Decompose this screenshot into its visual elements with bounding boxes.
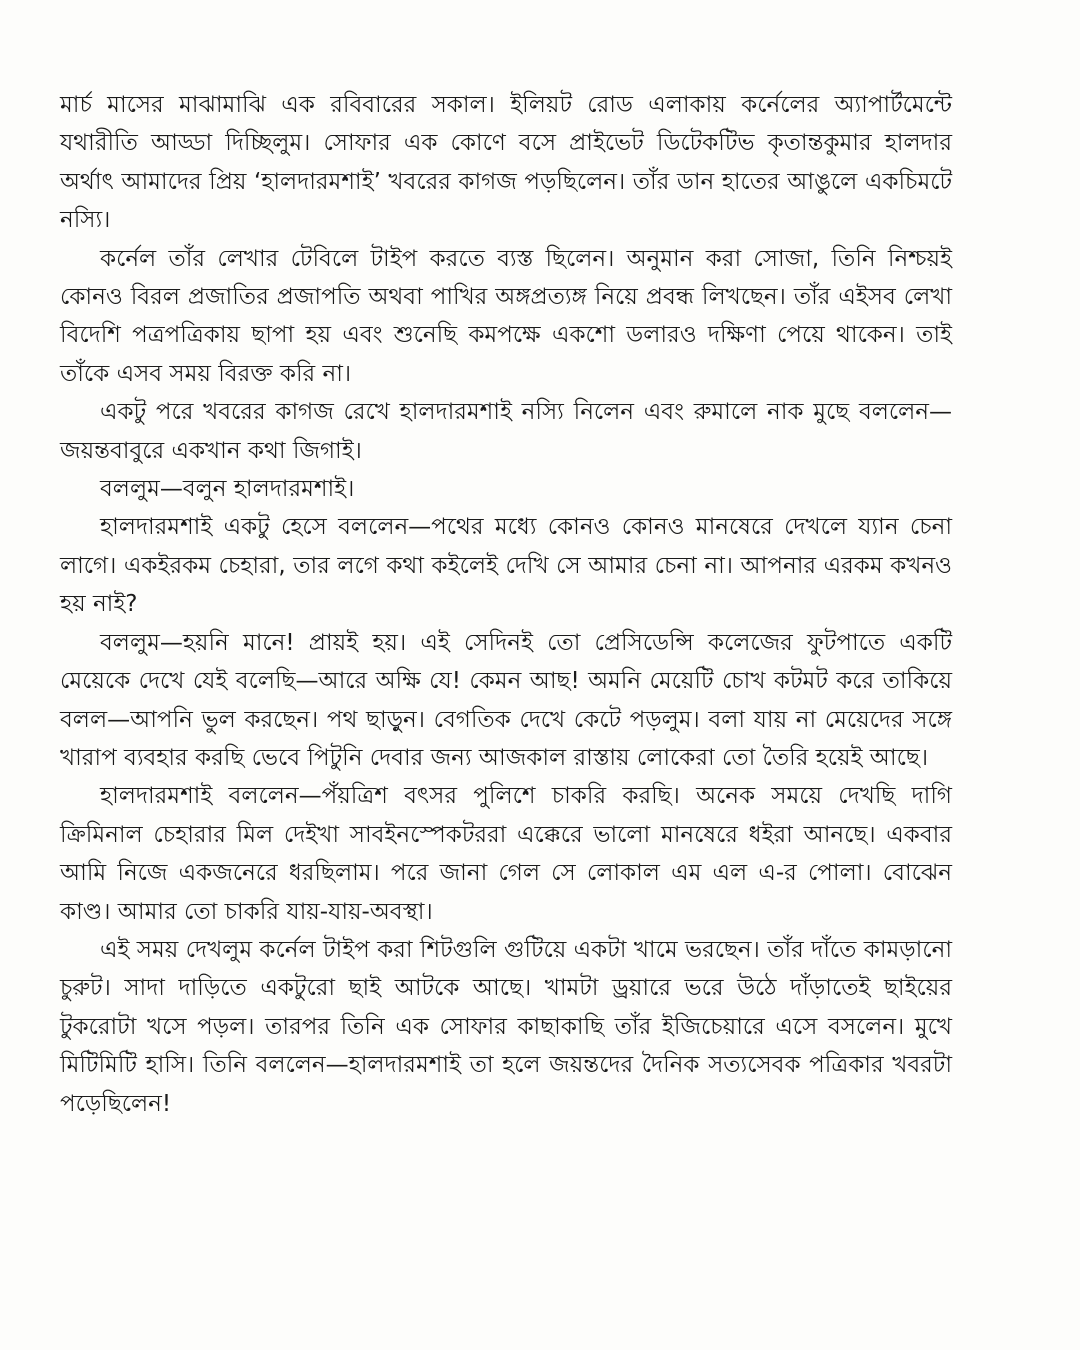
paragraph-5: হালদারমশাই একটু হেসে বললেন—পথের মধ্যে কোনও কোনও মানষেরে দেখলে য্যান চেনা লাগে। একইরকম চেহারা, তার লগে কথা কইলেই দেখি সে আমার চেনা না। আপনার এরকম কখনও হয় নাই? bbox=[60, 514, 952, 618]
paragraph-4: বললুম—বলুন হালদারমশাই। bbox=[100, 476, 355, 503]
paragraph-2: কর্নেল তাঁর লেখার টেবিলে টাইপ করতে ব্যস্ত ছিলেন। অনুমান করা সোজা, তিনি নিশ্চয়ই কোনও বিরল প্রজাতির প্রজাপতি অথবা পাখির অঙ্গপ্রত্যঙ্গ নিয়ে প্রবন্ধ লিখছেন। তাঁর এইসব লেখা বিদেশি পত্রপত্রিকায় ছাপা হয় এবং শুনেছি কমপক্ষে একশো ডলারও দক্ষিণা পেয়ে থাকেন। তাই তাঁকে এসব সময় বিরক্ত করি না। bbox=[60, 245, 952, 387]
paragraph-3: একটু পরে খবরের কাগজ রেখে হালদারমশাই নস্যি নিলেন এবং রুমালে নাক মুছে বললেন—জয়ন্তবাবুরে একখান কথা জিগাই। bbox=[60, 399, 952, 464]
paragraph-1: মার্চ মাসের মাঝামাঝি এক রবিবারের সকাল। ইলিয়ট রোড এলাকায় কর্নেলের অ্যাপার্টমেন্টে যথারীতি আড্ডা দিচ্ছিলুম। সোফার এক কোণে বসে প্রাইভেট ডিটেকটিভ কৃতান্তকুমার হালদার অর্থাৎ আমাদের প্রিয় ‘হালদারমশাই’ খবরের কাগজ পড়ছিলেন। তাঁর ডান হাতের আঙুলে একচিমটে নস্যি। bbox=[60, 92, 952, 234]
paragraph-7: হালদারমশাই বললেন—পঁয়ত্রিশ বৎসর পুলিশে চাকরি করছি। অনেক সময়ে দেখছি দাগি ক্রিমিনাল চেহারার মিল দেইখা সাবইনস্পেকটররা এক্কেরে ভালো মানষেরে ধইরা আনছে। একবার আমি নিজে একজনেরে ধরছিলাম। পরে জানা গেল সে লোকাল এম এল এ-র পোলা। বোঝেন কাণ্ড। আমার তো চাকরি যায়-যায়-অবস্থা। bbox=[60, 783, 952, 925]
paragraph-8: এই সময় দেখলুম কর্নেল টাইপ করা শিটগুলি গুটিয়ে একটা খামে ভরছেন। তাঁর দাঁতে কামড়ানো চুরুট। সাদা দাড়িতে একটুরো ছাই আটকে আছে। খামটা ড্রয়ারে ভরে উঠে দাঁড়াতেই ছাইয়ের টুকরোটা খসে পড়ল। তারপর তিনি এক সোফার কাছাকাছি তাঁর ইজিচেয়ারে এসে বসলেন। মুখে মিটিমিটি হাসি। তিনি বললেন—হালদারমশাই তা হলে জয়ন্তদের দৈনিক সত্যসেবক পত্রিকার খবরটা পড়েছিলেন! bbox=[60, 936, 952, 1117]
body-text bbox=[60, 86, 952, 1123]
paragraph-6: বললুম—হয়নি মানে! প্রায়ই হয়। এই সেদিনই তো প্রেসিডেন্সি কলেজের ফুটপাতে একটি মেয়েকে দেখে যেই বলেছি—আরে অক্ষি যে! কেমন আছ! অমনি মেয়েটি চোখ কটমট করে তাকিয়ে বলল—আপনি ভুল করছেন। পথ ছাড়ুন। বেগতিক দেখে কেটে পড়লুম। বলা যায় না মেয়েদের সঙ্গে খারাপ ব্যবহার করছি ভেবে পিটুনি দেবার জন্য আজকাল রাস্তায় লোকেরা তো তৈরি হয়েই আছে। bbox=[60, 629, 953, 771]
